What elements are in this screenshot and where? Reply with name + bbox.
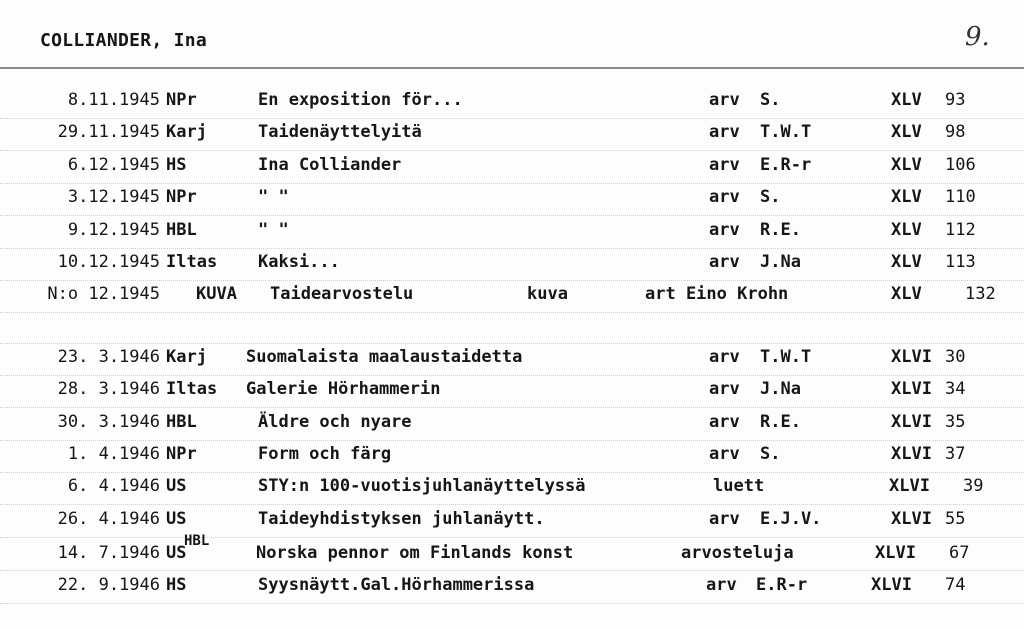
entry-author: R.E. — [760, 220, 801, 240]
entry-title: Taidearvostelu — [270, 284, 414, 304]
entry-title: En exposition för... — [258, 90, 463, 110]
entry-title: Galerie Hörhammerin — [246, 379, 441, 399]
entry-date: 3.12.1945 — [67, 187, 160, 207]
entry-page: 113 — [945, 252, 976, 272]
entry-page: 39 — [963, 476, 984, 496]
entry-author: T.W.T — [760, 122, 812, 142]
entry-date: 29.11.1945 — [57, 122, 160, 142]
entry-row — [0, 284, 1024, 314]
entry-row — [0, 412, 1024, 442]
entry-row — [0, 575, 1024, 605]
card-header-name: COLLIANDER, Ina — [40, 30, 208, 51]
entry-volume: XLV — [891, 220, 922, 240]
entry-row — [0, 90, 1024, 120]
entry-row — [0, 155, 1024, 185]
entry-title: Taideyhdistyksen juhlanäytt. — [258, 509, 545, 529]
entry-volume: XLV — [891, 122, 922, 142]
entry-page: 74 — [945, 575, 966, 595]
entry-page: 98 — [945, 122, 966, 142]
entry-volume: XLVI — [891, 444, 932, 464]
entry-type: arv — [709, 412, 740, 432]
entry-row — [0, 444, 1024, 474]
entry-title: Ina Colliander — [258, 155, 402, 175]
entry-volume: XLV — [891, 155, 922, 175]
entry-date: 23. 3.1946 — [57, 347, 160, 367]
entry-type: arv — [709, 122, 740, 142]
entry-newspaper: Karj — [166, 347, 207, 367]
entry-title: Syysnäytt.Gal.Hörhammerissa — [258, 575, 535, 595]
entry-newspaper: HS — [166, 575, 187, 595]
entry-date: 22. 9.1946 — [57, 575, 160, 595]
entry-author: S. — [760, 444, 781, 464]
entry-author: T.W.T — [760, 347, 812, 367]
entry-author: E.R-r — [756, 575, 808, 595]
entry-type: arvosteluja — [681, 543, 794, 563]
entry-newspaper: NPr — [166, 444, 197, 464]
card-number: 9. — [965, 22, 990, 52]
entry-row — [0, 476, 1024, 506]
entry-volume: XLVI — [891, 412, 932, 432]
entry-page: 112 — [945, 220, 976, 240]
entry-type: arv — [709, 90, 740, 110]
entry-type: arv — [709, 379, 740, 399]
entry-newspaper: NPr — [166, 90, 197, 110]
entry-newspaper: HBL — [166, 412, 197, 432]
entry-type: arv — [709, 187, 740, 207]
entry-row — [0, 379, 1024, 409]
entry-page: 34 — [945, 379, 966, 399]
entry-author: E.R-r — [760, 155, 812, 175]
entry-date: 14. 7.1946 — [57, 543, 160, 563]
entry-volume: XLVI — [891, 509, 932, 529]
entry-type: arv — [709, 347, 740, 367]
entry-title: " " — [258, 187, 289, 207]
entry-row — [0, 122, 1024, 152]
entry-page: 93 — [945, 90, 966, 110]
entry-volume: XLV — [891, 252, 922, 272]
entry-volume: XLVI — [891, 347, 932, 367]
entry-row — [0, 347, 1024, 377]
entry-date: 8.11.1945 — [67, 90, 160, 110]
entry-type: arv — [709, 252, 740, 272]
entry-newspaper: NPr — [166, 187, 197, 207]
entry-volume: XLVI — [889, 476, 930, 496]
entry-title: Suomalaista maalaustaidetta — [246, 347, 523, 367]
entry-page: 106 — [945, 155, 976, 175]
entry-title: Kaksi... — [258, 252, 340, 272]
entry-row — [0, 509, 1024, 539]
entry-newspaper: Iltas — [166, 379, 218, 399]
entry-volume: XLV — [891, 284, 922, 304]
entry-author: S. — [760, 90, 781, 110]
entry-newspaper-correction: HBL — [184, 533, 210, 549]
entry-row — [0, 533, 1024, 573]
entry-page: 67 — [949, 543, 970, 563]
entry-volume: XLV — [891, 187, 922, 207]
entry-date: 28. 3.1946 — [57, 379, 160, 399]
entry-type: arv — [709, 444, 740, 464]
entry-title: Taidenäyttelyitä — [258, 122, 422, 142]
entry-date: 6. 4.1946 — [67, 476, 160, 496]
entry-author: S. — [760, 187, 781, 207]
entry-date: N:o 12.1945 — [47, 284, 160, 304]
entry-author: art Eino Krohn — [645, 284, 789, 304]
entry-author: R.E. — [760, 412, 801, 432]
entry-type: arv — [709, 509, 740, 529]
entry-type: kuva — [527, 284, 568, 304]
entry-newspaper: US — [166, 543, 187, 563]
entry-page: 132 — [965, 284, 996, 304]
entry-type: arv — [706, 575, 737, 595]
entry-type: arv — [709, 220, 740, 240]
entry-date: 10.12.1945 — [57, 252, 160, 272]
entry-newspaper: KUVA — [196, 284, 237, 304]
entry-newspaper: HS — [166, 155, 187, 175]
entry-title: Äldre och nyare — [258, 412, 412, 432]
header-rule — [0, 67, 1024, 69]
entry-date: 26. 4.1946 — [57, 509, 160, 529]
entry-page: 55 — [945, 509, 966, 529]
entry-title: " " — [258, 220, 289, 240]
entry-type: luett — [713, 476, 765, 496]
entry-page: 37 — [945, 444, 966, 464]
entry-newspaper: Iltas — [166, 252, 218, 272]
entry-newspaper: US — [166, 476, 187, 496]
entry-date: 6.12.1945 — [67, 155, 160, 175]
entry-row — [0, 220, 1024, 250]
entry-volume: XLVI — [891, 379, 932, 399]
entry-date: 30. 3.1946 — [57, 412, 160, 432]
entry-volume: XLVI — [871, 575, 912, 595]
entry-row — [0, 252, 1024, 282]
entry-author: J.Na — [760, 252, 801, 272]
entry-title: STY:n 100-vuotisjuhlanäyttelyssä — [258, 476, 586, 496]
entry-newspaper: US — [166, 509, 187, 529]
ruled-line — [0, 343, 1024, 344]
entry-volume: XLVI — [875, 543, 916, 563]
entry-title: Form och färg — [258, 444, 392, 464]
entry-newspaper: Karj — [166, 122, 207, 142]
entry-newspaper: HBL — [166, 220, 197, 240]
entry-page: 30 — [945, 347, 966, 367]
entry-page: 35 — [945, 412, 966, 432]
entry-volume: XLV — [891, 90, 922, 110]
entry-page: 110 — [945, 187, 976, 207]
entry-author: E.J.V. — [760, 509, 822, 529]
entry-date: 9.12.1945 — [67, 220, 160, 240]
entry-author: J.Na — [760, 379, 801, 399]
entry-date: 1. 4.1946 — [67, 444, 160, 464]
entry-type: arv — [709, 155, 740, 175]
entry-row — [0, 187, 1024, 217]
entry-title: Norska pennor om Finlands konst — [256, 543, 574, 563]
